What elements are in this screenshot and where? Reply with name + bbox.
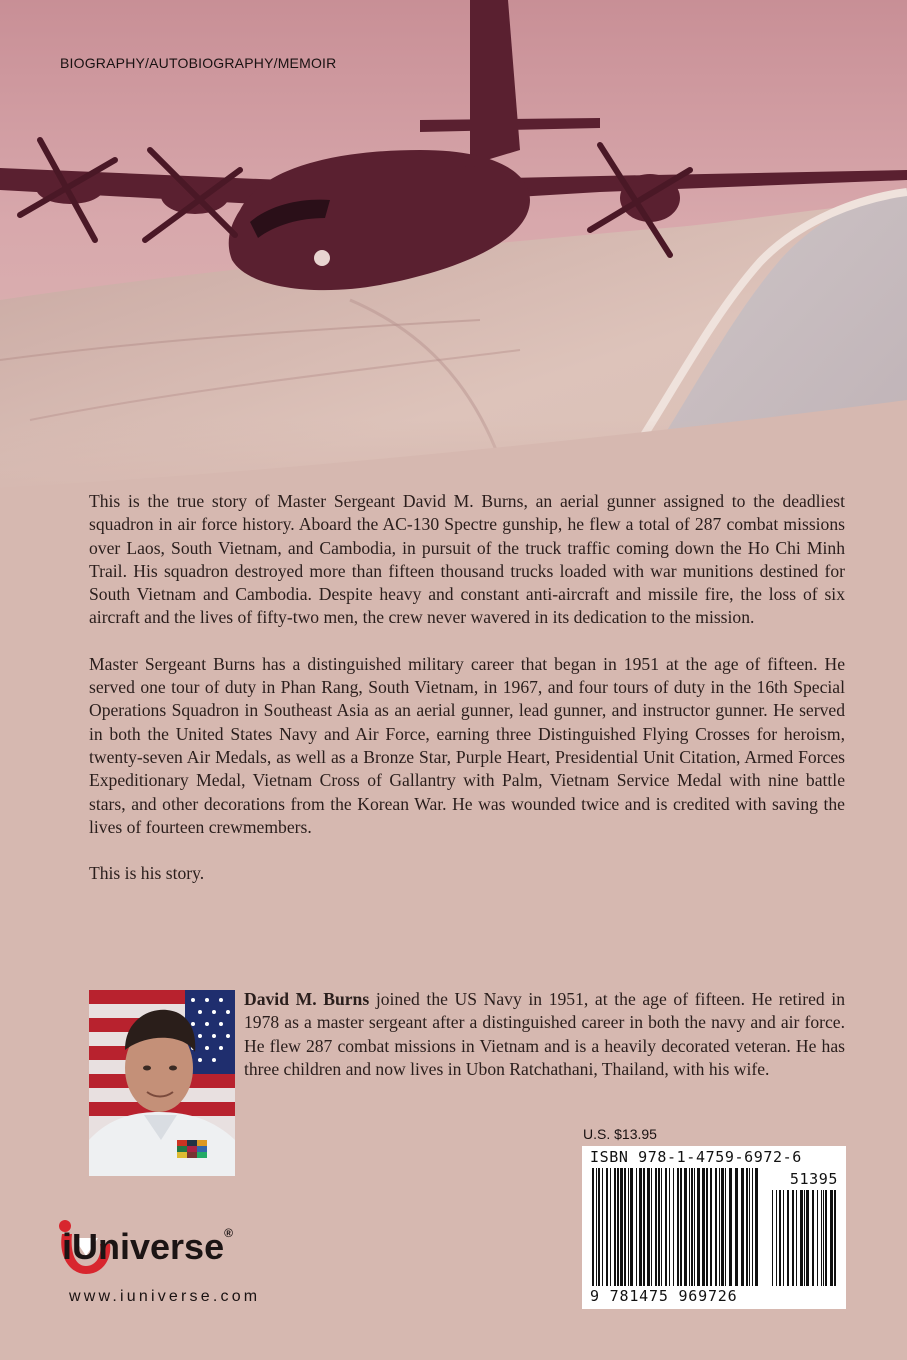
barcode-bar: [592, 1168, 594, 1286]
barcode-bar: [651, 1168, 652, 1286]
barcode-bars: [588, 1168, 840, 1288]
isbn-barcode: [582, 1146, 846, 1309]
barcode-bar: [655, 1168, 657, 1286]
barcode-bar: [702, 1168, 705, 1286]
barcode-bar: [830, 1190, 833, 1286]
book-category: BIOGRAPHY/AUTOBIOGRAPHY/MEMOIR: [60, 55, 337, 71]
barcode-bar: [691, 1168, 693, 1286]
barcode-bar: [610, 1168, 611, 1286]
barcode-bar: [787, 1190, 789, 1286]
barcode-bar: [735, 1168, 738, 1286]
barcode-bar: [689, 1168, 690, 1286]
barcode-bar: [602, 1168, 603, 1286]
barcode-bar: [834, 1190, 836, 1286]
author-name: David M. Burns: [244, 989, 370, 1009]
barcode-bar: [792, 1190, 794, 1286]
barcode-bar: [706, 1168, 708, 1286]
barcode-bar: [715, 1168, 717, 1286]
barcode-bar: [614, 1168, 616, 1286]
description-paragraph-3: This is his story.: [89, 863, 205, 884]
barcode-bar: [647, 1168, 650, 1286]
barcode-bar: [643, 1168, 645, 1286]
barcode-bar: [684, 1168, 687, 1286]
author-photo: [89, 990, 235, 1176]
description-paragraph-1: This is the true story of Master Sergeant David M. Burns, an aerial gunner assigned to the deadliest squadron in air force history. Aboard the AC-130 Spectre gunship, he flew a total of 287 combat missions over Laos, South Vietnam, and Cambodia, in pursuit of the truck traffic coming down the Ho Chi Minh Trail. His squadron destroyed more than fifteen thousand trucks loaded with war munitions destined for South Vietnam and Cambodia. Despite heavy and constant anti-aircraft and missile fire, the loss of six aircraft and the lives of fifty-two men, the crew never wavered in its dedication to the mission.: [89, 491, 845, 628]
barcode-bar: [821, 1190, 822, 1286]
barcode-bar: [776, 1190, 777, 1286]
barcode-bar: [596, 1168, 597, 1286]
barcode-bar: [620, 1168, 623, 1286]
price-label: U.S. $13.95: [583, 1126, 657, 1142]
barcode-bar: [796, 1190, 797, 1286]
barcode-bar: [719, 1168, 720, 1286]
barcode-bar: [694, 1168, 695, 1286]
barcode-bar: [677, 1168, 679, 1286]
barcode-bar: [630, 1168, 633, 1286]
barcode-bar: [746, 1168, 748, 1286]
barcode-bar: [755, 1168, 758, 1286]
barcode-bar: [812, 1190, 814, 1286]
publisher-website: www.iuniverse.com: [69, 1288, 261, 1305]
barcode-bar: [725, 1168, 726, 1286]
author-bio-text: joined the US Navy in 1951, at the age of fifteen. He retired in 1978 as a master sergeant after a distinguished career in both the navy and air force. He flew 287 combat missions in Vietnam and is a heavily decorated veteran. He has three children and now lives in Ubon Ratchathani, Thailand, with his wife.: [244, 989, 845, 1079]
barcode-bar: [772, 1190, 773, 1286]
barcode-bar: [628, 1168, 629, 1286]
description-paragraph-2: Master Sergeant Burns has a distinguished military career that began in 1951 at the age of fifteen. He served one tour of duty in Phan Rang, South Vietnam, in 1967, and four tours of duty in the 16th Special Operations Squadron in Southeast Asia as an aerial gunner, lead gunner, and instructor gunner. He served in both the United States Navy and Air Force, earning three Distinguished Flying Crosses for heroism, twenty-seven Air Medals, as well as a Bronze Star, Purple Heart, Presidential Unit Citation, Armed Forces Expeditionary Medal, Vietnam Cross of Gallantry with Palm, Vietnam Service Medal with nine battle stars, and other decorations from the Korean War. He was wounded twice and is credited with saving the lives of fourteen crewmembers.: [89, 653, 845, 837]
barcode-bar: [639, 1168, 642, 1286]
barcode-bar: [817, 1190, 818, 1286]
barcode-bar: [697, 1168, 700, 1286]
ean-digits: 9 781475 969726: [590, 1287, 738, 1305]
barcode-bar: [669, 1168, 670, 1286]
author-bio: [244, 988, 845, 1081]
barcode-bar: [825, 1190, 827, 1286]
barcode-bar: [636, 1168, 637, 1286]
barcode-bar: [721, 1168, 724, 1286]
barcode-bar: [680, 1168, 682, 1286]
barcode-bar: [665, 1168, 667, 1286]
barcode-bar: [729, 1168, 732, 1286]
barcode-bar: [710, 1168, 712, 1286]
barcode-bar: [624, 1168, 626, 1286]
barcode-bar: [823, 1190, 824, 1286]
barcode-bar: [741, 1168, 744, 1286]
barcode-bar: [783, 1190, 784, 1286]
barcode-bar: [752, 1168, 753, 1286]
price-code: 51395: [789, 1170, 838, 1188]
barcode-bar: [779, 1190, 781, 1286]
isbn-label: ISBN 978-1-4759-6972-6: [590, 1148, 802, 1166]
barcode-bar: [617, 1168, 619, 1286]
barcode-bar: [800, 1190, 803, 1286]
publisher-name-text: iUniverse: [62, 1226, 225, 1267]
cover-photo-aircraft: [0, 0, 907, 500]
barcode-bar: [661, 1168, 662, 1286]
barcode-bar: [598, 1168, 600, 1286]
barcode-bar: [606, 1168, 608, 1286]
registered-mark: ®: [224, 1226, 233, 1240]
barcode-bar: [749, 1168, 750, 1286]
barcode-bar: [806, 1190, 809, 1286]
barcode-bar: [673, 1168, 674, 1286]
barcode-bar: [658, 1168, 660, 1286]
book-description: [89, 490, 845, 885]
publisher-name: [62, 1226, 233, 1268]
barcode-bar: [804, 1190, 805, 1286]
